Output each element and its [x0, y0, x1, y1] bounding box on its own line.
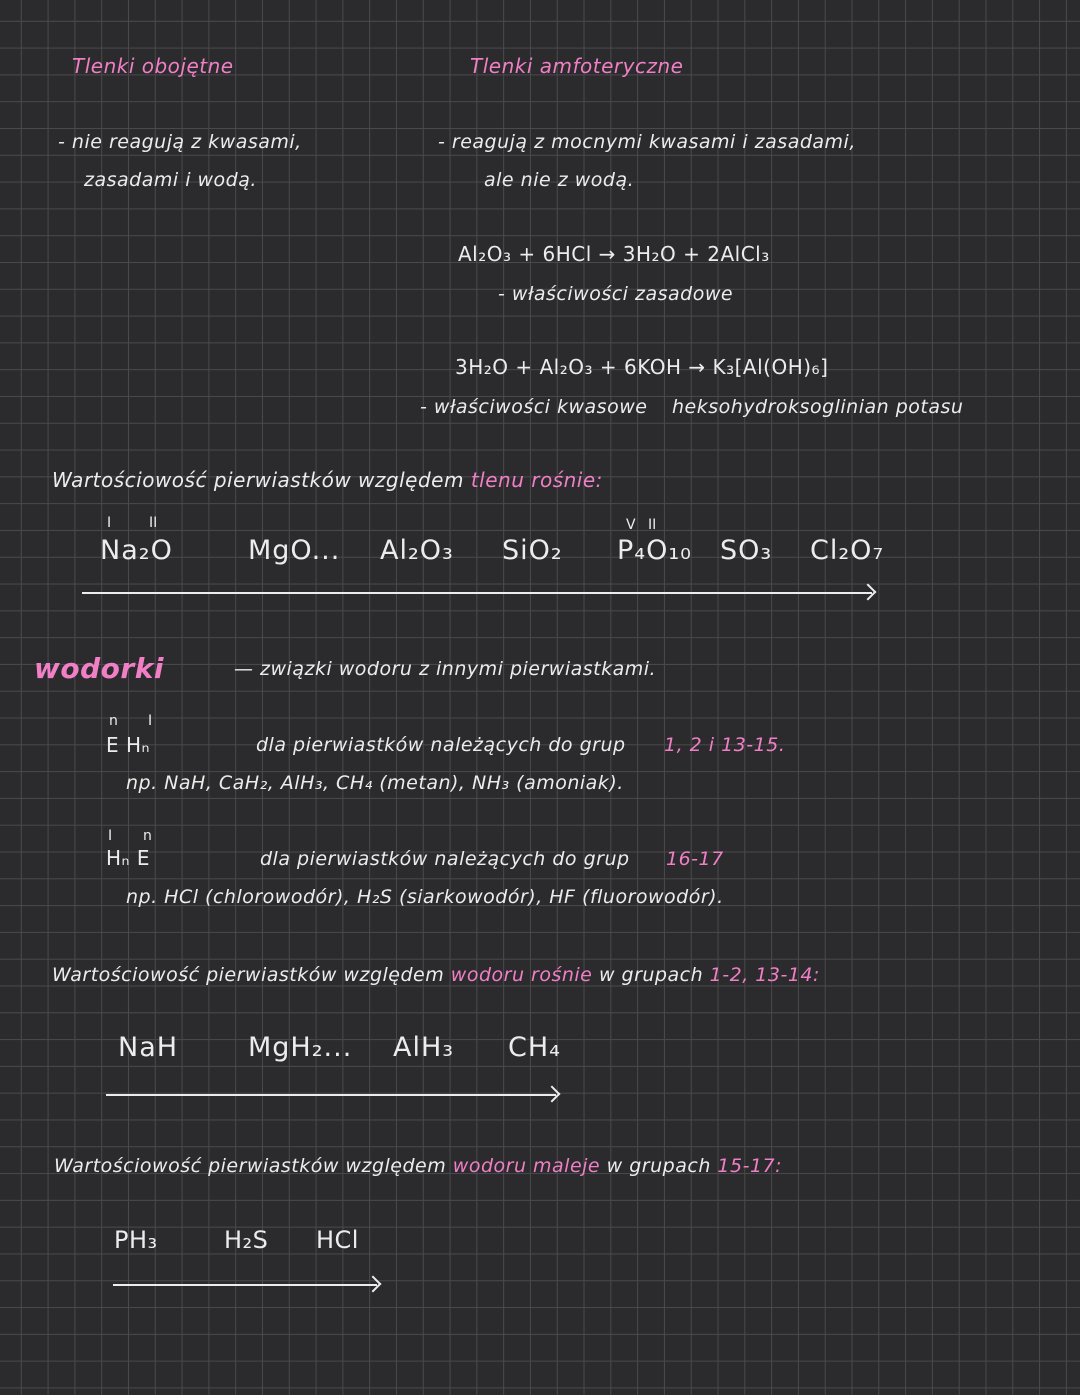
amphoteric-desc-line1	[438, 133, 856, 152]
reaction-with-acid-note: - właściwości zasadowe	[498, 283, 734, 305]
hydride-rule2-text: dla pierwiastków należących do grup	[260, 848, 630, 870]
hydride-hcl: HCl	[316, 1226, 359, 1254]
hydrides-heading: wodorki	[34, 652, 164, 685]
hydrides-definition: — związki wodoru z innymi pierwiastkami.	[234, 658, 657, 680]
valency-h-increase-element: wodoru	[450, 964, 525, 986]
oxide-mgo: MgO...	[248, 535, 341, 566]
valency-mark-na: I	[107, 515, 112, 531]
hydride-rule2-examples: np. HCl (chlorowodór), H₂S (siarkowodór), HF (fluorowodór).	[126, 886, 724, 908]
hydride-ch4: CH₄	[508, 1032, 561, 1063]
hydride-ph3: PH₃	[114, 1226, 158, 1254]
oxide-so3: SO₃	[720, 535, 773, 566]
reaction-with-base-product: heksohydroksoglinian potasu	[672, 396, 964, 418]
valency-mark-p: V	[626, 517, 636, 533]
hydride-rule1-text: dla pierwiastków należących do grup	[256, 734, 626, 756]
valency-h-increase-text: Wartościowość pierwiastków względem	[52, 964, 445, 986]
valency-h-decrease-groups: 15-17:	[717, 1155, 783, 1177]
hydride-rule2-formula: Hₙ E	[106, 846, 151, 870]
basic-oxides-heading: Tlenki obojętne	[72, 54, 234, 78]
hydride-alh3: AlH₃	[393, 1032, 455, 1063]
valency-h-decrease-element: wodoru	[452, 1155, 527, 1177]
valency-h-decrease-title	[54, 1157, 782, 1176]
valency-mark-h2: I	[108, 828, 113, 844]
oxide-al2o3: Al₂O₃	[380, 535, 454, 566]
valency-h-increase-text2: w grupach	[598, 964, 704, 986]
amphoteric-oxides-heading: Tlenki amfoteryczne	[470, 54, 684, 78]
hydrogen-decrease-arrow	[113, 1284, 377, 1286]
reaction-with-base-note: - właściwości kwasowe	[420, 396, 648, 418]
basic-oxides-desc-line2: zasadami i wodą.	[84, 169, 257, 191]
hydride-rule1-examples: np. NaH, CaH₂, AlH₃, CH₄ (metan), NH₃ (amoniak).	[126, 772, 624, 794]
valency-h-increase-title	[52, 966, 820, 985]
hydride-rule2-groups: 16-17	[666, 848, 724, 870]
valency-mark-h: I	[148, 713, 153, 729]
valency-mark-en: n	[109, 713, 118, 729]
valency-h-decrease-trend: maleje	[533, 1155, 601, 1177]
amphoteric-desc-line2: ale nie z wodą.	[484, 169, 635, 191]
valency-h-decrease-text2: w grupach	[606, 1155, 711, 1177]
valency-h-increase-trend: rośnie	[531, 964, 593, 986]
hydrogen-increase-arrow	[106, 1094, 556, 1096]
valency-mark-en2: n	[143, 828, 152, 844]
hydride-rule1-formula: E Hₙ	[106, 733, 151, 757]
amphoteric-desc-prefix: - reagują z mocnymi	[438, 131, 649, 153]
basic-oxides-desc-line1: - nie reagują z kwasami,	[58, 131, 302, 153]
oxygen-trend-arrow	[82, 592, 872, 594]
valency-oxygen-title-text: Wartościowość pierwiastków względem	[52, 468, 464, 492]
valency-oxygen-title	[52, 470, 603, 490]
oxide-na2o: Na₂O	[100, 535, 173, 566]
valency-h-increase-groups: 1-2, 13-14:	[709, 964, 820, 986]
amphoteric-desc-keywords: kwasami i zasadami,	[648, 131, 856, 153]
hydride-nah: NaH	[118, 1032, 179, 1063]
oxide-sio2: SiO₂	[502, 535, 563, 566]
oxide-cl2o7: Cl₂O₇	[810, 535, 885, 566]
hydride-h2s: H₂S	[224, 1226, 269, 1254]
hydride-mgh2: MgH₂...	[248, 1032, 353, 1063]
hydride-rule1-groups: 1, 2 i 13-15.	[664, 734, 786, 756]
valency-mark-o: II	[149, 515, 158, 531]
reaction-with-acid: Al₂O₃ + 6HCl → 3H₂O + 2AlCl₃	[458, 242, 770, 266]
valency-h-decrease-text: Wartościowość pierwiastków względem	[54, 1155, 447, 1177]
reaction-with-base: 3H₂O + Al₂O₃ + 6KOH → K₃[Al(OH)₆]	[455, 355, 829, 379]
valency-mark-p-o: II	[648, 517, 657, 533]
valency-oxygen-title-trend: rośnie:	[531, 468, 603, 492]
oxide-p4o10: P₄O₁₀	[617, 535, 693, 566]
valency-oxygen-title-element: tlenu	[470, 468, 525, 492]
